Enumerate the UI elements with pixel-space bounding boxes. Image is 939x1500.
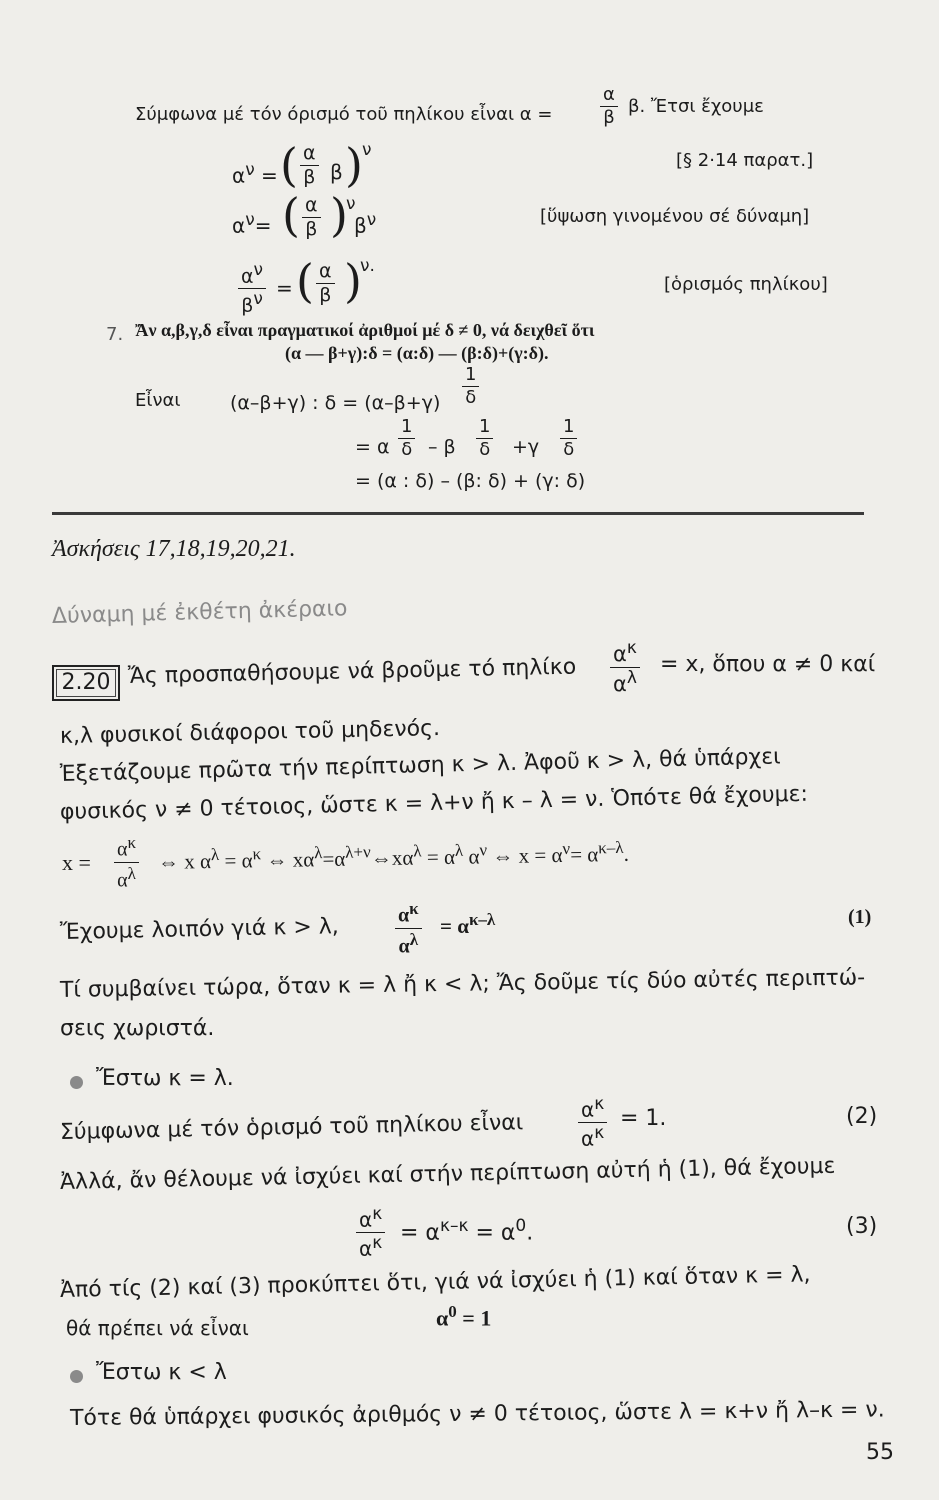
eq1-reference (676, 150, 813, 171)
eq2-beta (354, 210, 376, 238)
exercise-number (106, 324, 123, 345)
chain-x (62, 850, 91, 876)
row2-eq: = α (355, 436, 390, 458)
para-220-line3-text: Ἐξετάζουμε πρῶτα τήν περίπτωση κ > λ. Ἀφοῦ κ > λ, θά ὑπάρχει (59, 744, 781, 787)
definition-line (135, 104, 552, 125)
case-equal-line-2 (60, 1154, 836, 1195)
eq3-left-paren: ( (296, 254, 314, 308)
chain-2: = α (219, 848, 253, 873)
equation-2 (232, 210, 271, 238)
case-equal-fraction: $\frac{\alpha^\kappa}{\alpha^\kappa}$ (578, 1096, 607, 1148)
row2-plus-text: +γ (512, 436, 540, 458)
eq1-fraction (300, 144, 319, 187)
eq3-reference (664, 274, 828, 295)
eq3-main-rhs (400, 1216, 533, 1245)
zero-power-result (436, 1302, 491, 1331)
question-line-2-text: σεις χωριστά. (60, 1016, 215, 1041)
para-220-line4-text: φυσικός ν ≠ 0 τέτοιος, ὥστε κ = λ+ν ἤ κ – λ = ν. Ὁπότε θά ἔχουμε: (59, 781, 809, 825)
section-title-text: Δύναμη μέ ἐκθέτη ἀκέραιο (51, 596, 348, 629)
case-less-line-1 (70, 1397, 885, 1431)
eq2-lhs-exponent: ν (245, 210, 255, 230)
case-equal-line-2-text: Ἀλλά, ἄν θέλουμε νά ἰσχύει καί στήν περίπτωση αὐτή ἡ (1), θά ἔχουμε (59, 1153, 836, 1195)
chain-6-exp: λ (454, 840, 464, 860)
eq2-lhs: α (232, 213, 246, 238)
eq3-lhs-num-exp: ν (253, 260, 264, 280)
chain-3-exp: λ (313, 843, 323, 863)
eq3-lhs-den: β (241, 294, 254, 317)
bullet-icon (70, 1370, 83, 1383)
eq3-frac-den: β (319, 284, 332, 306)
conclusion-rhs-exp: κ–λ (468, 910, 496, 929)
chain-4-exp: λ+ν (345, 842, 371, 862)
eq3-main-rhs-2: = α (468, 1220, 516, 1246)
eq3-main-rhs-1-exp: κ–κ (439, 1216, 469, 1236)
zero-power-tail: = 1 (456, 1305, 492, 1331)
eq1-beta-text: β (330, 160, 343, 184)
chain-7-exp: ν (479, 840, 488, 860)
zero-power-exp: 0 (448, 1302, 457, 1321)
proof-row-3-text: = (α : δ) – (β: δ) + (γ: δ) (355, 470, 586, 492)
eq3-lhs-num: α (241, 265, 254, 288)
case-equal-heading-text: Ἔστω κ = λ. (96, 1066, 234, 1091)
chain-9-exp: κ–λ (598, 837, 624, 858)
bullet-icon (70, 1076, 83, 1089)
quotient-den-exp: λ (626, 668, 637, 688)
eq3-frac-num: α (316, 262, 335, 284)
case-equal-line-4-text: θά πρέπει νά εἶναι (66, 1316, 249, 1340)
equation-tag-3 (846, 1214, 877, 1239)
conclusion-fraction: $\frac{\alpha^\kappa}{\alpha^\lambda}$ (395, 900, 422, 956)
row1-frac-num: 1 (462, 366, 479, 387)
exercises-reference (52, 536, 296, 563)
equation-tag-1-text: (1) (848, 906, 872, 928)
eq3-reference-text: [ὁρισμός πηλίκου] (664, 274, 828, 295)
eq1-exponent-text: ν (362, 140, 372, 160)
row2-f1-num: 1 (398, 418, 415, 439)
case-less-line-1-text: Τότε θά ὑπάρχει φυσικός ἀριθμός ν ≠ 0 τέτοιος, ὥστε λ = κ+ν ἤ λ–κ = ν. (69, 1397, 885, 1431)
proof-row-1-fraction (462, 366, 479, 407)
chain-6: = α (421, 844, 456, 870)
row2-minus-text: – β (428, 436, 456, 458)
chain-fraction: $\frac{\alpha^\kappa}{\alpha^\lambda}$ (114, 834, 139, 890)
eq3-exponent-text: ν (360, 256, 370, 276)
eq3-equals (276, 276, 293, 300)
exercise-statement-text: Ἄν α,β,γ,δ εἶναι πραγματικοί ἀριθμοί μέ δ ≠ 0, νά δειχθεῖ ὅτι (135, 320, 595, 340)
case-equal-heading (96, 1066, 234, 1091)
eq3-fraction (316, 262, 335, 305)
eq2-frac-den: β (305, 218, 318, 240)
case-equal-line-4 (66, 1316, 249, 1340)
equation-tag-2 (846, 1104, 877, 1129)
question-line-1 (60, 965, 865, 1003)
einai-label (135, 390, 180, 411)
quotient-fraction (610, 640, 640, 695)
eq2-exponent-text: ν (346, 194, 356, 214)
chain-2-exp: κ (252, 844, 262, 864)
eq1-lhs: α (232, 163, 246, 188)
eq1-equals: = (261, 163, 278, 188)
paragraph-number-box (52, 665, 120, 701)
row2-fraction-2 (476, 418, 493, 459)
chain-8: ⇔ x = α (486, 842, 563, 869)
chain-5-exp: λ (413, 841, 422, 861)
page-number-text: 55 (866, 1440, 894, 1465)
row2-f1-den: δ (401, 439, 413, 460)
chain-3: ⇔ xα (261, 847, 315, 873)
definition-text: Σύμφωνα μέ τόν όρισμό τοῦ πηλίκου εἶναι α = (135, 104, 553, 125)
eq1-reference-text: [§ 2·14 παρατ.] (676, 150, 814, 171)
case-less-heading (96, 1360, 227, 1385)
conclusion-rhs (440, 910, 495, 939)
eq3-main-rhs-1: = α (400, 1220, 440, 1246)
chain-1-exp: λ (210, 844, 220, 865)
equation-1 (232, 160, 278, 188)
conclusion-rhs-text: = α (440, 914, 469, 938)
proof-row-2-start (355, 436, 389, 458)
eq1-frac-den: β (303, 166, 316, 188)
case-equal-line-3 (60, 1262, 811, 1303)
eq2-fraction (302, 196, 321, 239)
row2-fraction-1 (398, 418, 415, 459)
para-220-condition-text: = x, ὅπου α ≠ 0 καί (660, 652, 876, 677)
exercise-number-text: 7. (106, 324, 124, 345)
row1-frac-den: δ (465, 387, 477, 408)
row2-f2-num: 1 (476, 418, 493, 439)
eq1-lhs-exponent: ν (245, 160, 255, 180)
zero-power-base: α (436, 1305, 449, 1331)
exercise-identity-text: (α — β+γ):δ = (α:δ) — (β:δ)+(γ:δ). (285, 343, 549, 363)
definition-tail (628, 96, 764, 117)
eq2-reference (540, 206, 809, 227)
eq1-exponent (362, 140, 372, 160)
eq3-lhs-fraction (238, 262, 266, 316)
fraction-denominator: β (603, 107, 615, 128)
chain-5: ⇔xα (370, 845, 414, 871)
conclusion-1 (60, 914, 339, 945)
chain-4: =α (322, 846, 346, 872)
chain-1: ⇔ x α (157, 849, 212, 874)
row2-minus-beta (428, 436, 456, 458)
eq2-frac-num: α (302, 196, 321, 218)
proof-row-1-text: (α–β+γ) : δ = (α–β+γ) (230, 392, 441, 414)
chain-8-exp: ν (562, 838, 571, 858)
section-divider (52, 512, 864, 515)
chain-end: . (623, 841, 630, 866)
row2-plus-gamma (512, 436, 539, 458)
quotient-den: α (612, 672, 627, 696)
para-220-line2 (60, 716, 441, 749)
exercise-identity (285, 343, 548, 364)
paragraph-number: 2.20 (61, 670, 111, 695)
eq3-right-paren: ) (344, 254, 362, 308)
chain-9: = α (569, 842, 599, 867)
eq3-equals-text: = (276, 276, 293, 300)
para-220-intro (128, 655, 577, 689)
para-220-intro-text: Ἄς προσπαθήσουμε νά βροῦμε τό πηλίκο (127, 654, 577, 689)
page-number (866, 1440, 894, 1465)
alpha-over-beta-fraction (600, 86, 618, 127)
right-paren: ) (345, 138, 363, 192)
question-line-2 (60, 1016, 214, 1041)
exercise-statement (135, 320, 594, 341)
chain-equivalences (158, 838, 629, 875)
case-less-heading-text: Ἔστω κ < λ (96, 1360, 227, 1385)
chain-7: α (463, 844, 480, 869)
proof-row-3 (355, 470, 585, 492)
exercises-reference-text: Ἀσκήσεις 17,18,19,20,21. (52, 536, 296, 562)
definition-tail-text: β. Ἔτσι ἔχουμε (628, 96, 764, 117)
case-equal-line-1-text: Σύμφωνα μέ τόν ὁρισμό τοῦ πηλίκου εἶναι (59, 1110, 524, 1145)
chain-x-text: x = (62, 850, 91, 875)
quotient-num: α (613, 642, 627, 666)
eq1-beta (330, 160, 343, 184)
quotient-num-exp: κ (626, 638, 637, 658)
eq3-exponent: ν. (360, 256, 375, 276)
eq3-lhs-den-exp: ν (253, 289, 263, 310)
question-line-1-text: Τί συμβαίνει τώρα, ὅταν κ = λ ἤ κ < λ; Ἄς δοῦμε τίς δύο αὐτές περιπτώ- (59, 965, 866, 1003)
row2-f3-num: 1 (560, 418, 577, 439)
row2-f3-den: δ (563, 439, 575, 460)
para-220-line2-text: κ,λ φυσικοί διάφοροι τοῦ μηδενός. (59, 716, 441, 749)
eq2-beta-exponent: ν (366, 210, 377, 230)
eq2-equals: = (254, 213, 272, 238)
section-title (52, 596, 348, 629)
fraction-numerator: α (600, 86, 618, 107)
einai-text: Εἶναι (135, 390, 181, 411)
equation-tag-1 (848, 906, 871, 929)
row2-fraction-3 (560, 418, 577, 459)
eq3-main-end: . (526, 1220, 534, 1246)
eq2-reference-text: [ὕψωση γινομένου σέ δύναμη] (540, 206, 810, 227)
case-equal-line-1 (60, 1110, 524, 1145)
para-220-line4 (60, 782, 808, 825)
case-equal-line-3-text: Ἀπό τίς (2) καί (3) προκύπτει ὅτι, γιά νά ἰσχύει ἡ (1) καί ὅταν κ = λ, (59, 1262, 811, 1303)
eq1-frac-num: α (300, 144, 319, 166)
eq2-beta-text: β (354, 213, 367, 238)
equation-tag-2-text: (2) (846, 1104, 878, 1129)
eq3-main-fraction: $\frac{\alpha^\kappa}{\alpha^\kappa}$ (356, 1206, 385, 1258)
proof-row-1 (230, 392, 440, 414)
eq2-right-paren: ) (330, 188, 348, 242)
eq2-left-paren: ( (282, 188, 300, 242)
eq3-main-rhs-2-exp: 0 (515, 1216, 527, 1236)
row2-f2-den: δ (479, 439, 491, 460)
left-paren: ( (280, 138, 298, 192)
conclusion-1-text: Ἔχουμε λοιπόν γιά κ > λ, (59, 914, 340, 945)
equation-tag-3-text: (3) (846, 1214, 878, 1239)
case-equal-rhs-text: = 1. (620, 1106, 667, 1131)
case-equal-rhs (620, 1106, 666, 1131)
para-220-line3 (60, 744, 781, 787)
para-220-condition (660, 652, 875, 677)
